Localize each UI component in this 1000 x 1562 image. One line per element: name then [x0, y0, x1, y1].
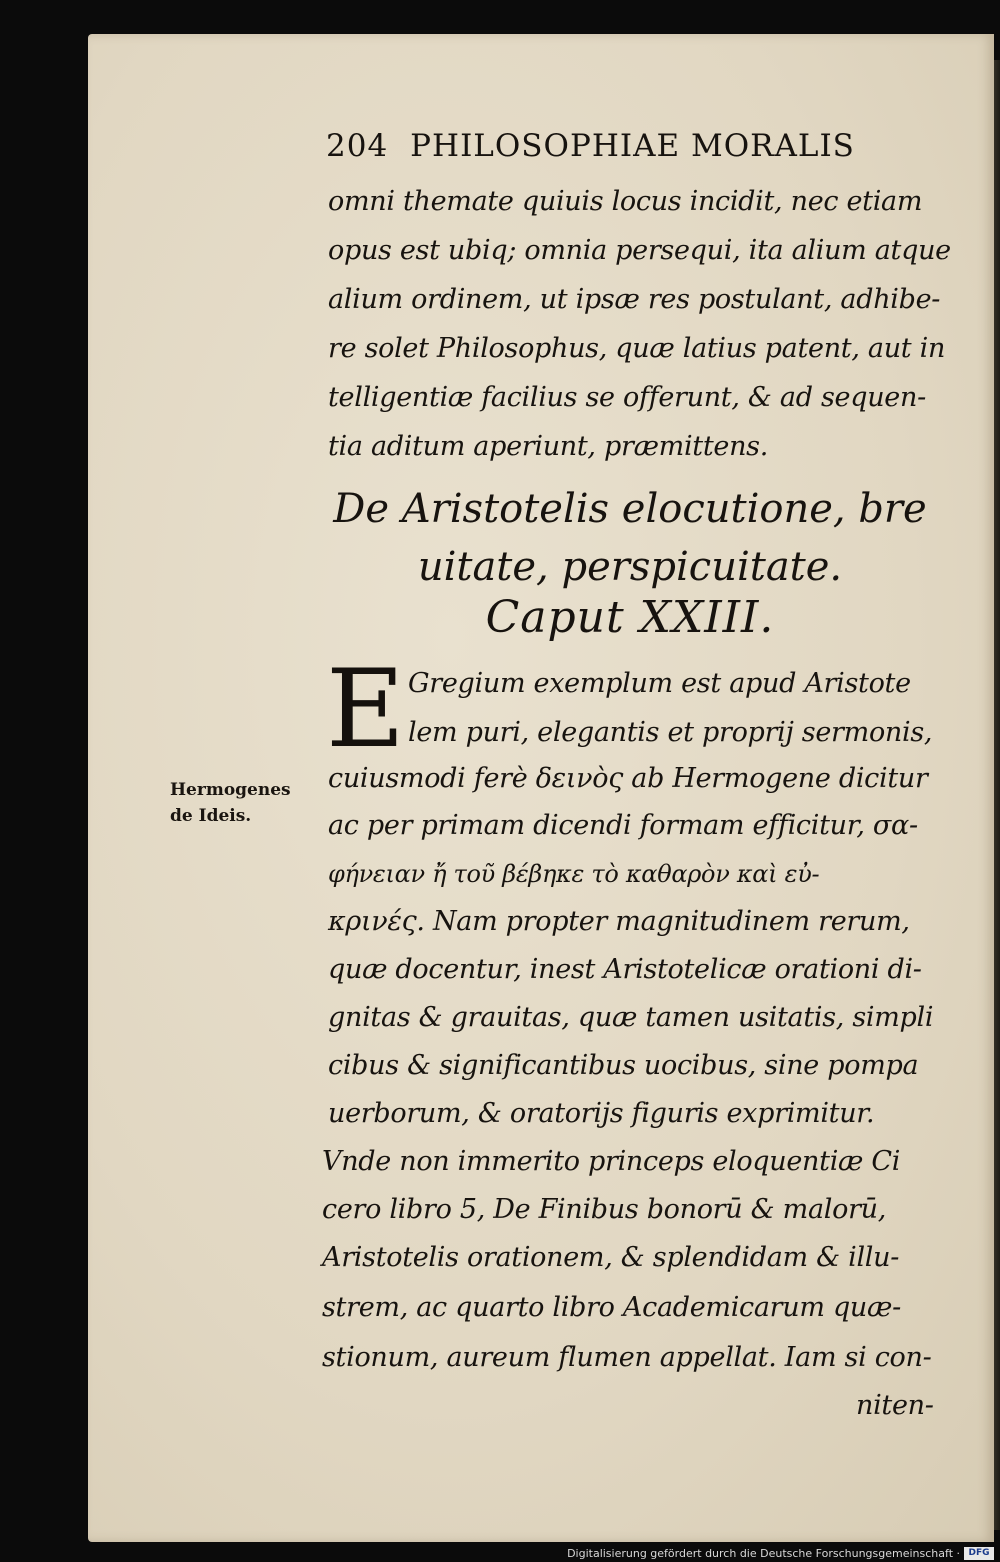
body-main-line-5: φήνειαν ἤ τοῦ βέβηκε τὸ καθαρὸν καὶ εὐ-	[328, 860, 820, 888]
body-top-line-1: omni themate quiuis locus incidit, nec etiam	[328, 186, 923, 217]
marginal-note-line-2: de Ideis.	[170, 806, 252, 826]
catchword: niten-	[856, 1390, 934, 1421]
body-main-line-14: strem, ac quarto libro Academicarum quæ-	[322, 1292, 901, 1323]
running-head	[326, 128, 855, 164]
body-top-line-6: tia aditum aperiunt, præmittens.	[328, 431, 769, 462]
marginal-note-line-1: Hermogenes	[170, 780, 291, 800]
chapter-title-line-2: uitate, perspicuitate.	[417, 544, 843, 590]
body-main-line-12: cero libro 5, De Finibus bonorū & malorū,	[322, 1194, 887, 1225]
body-main-line-7: quæ docentur, inest Aristotelicæ orationi di-	[328, 954, 922, 985]
body-main-line-6: κρινές. Nam propter magnitudinem rerum,	[328, 906, 910, 937]
body-top-line-5: telligentiæ facilius se offerunt, & ad sequen-	[328, 382, 926, 413]
body-top-line-4: re solet Philosophus, quæ latius patent, aut in	[328, 333, 946, 364]
digitization-credit: Digitalisierung gefördert durch die Deutsche Forschungsgemeinschaft ·	[567, 1547, 960, 1560]
body-main-line-8: gnitas & grauitas, quæ tamen usitatis, simpli	[328, 1002, 934, 1033]
body-main-line-11: Vnde non immerito princeps eloquentiæ Ci	[322, 1146, 901, 1177]
running-head-title: PHILOSOPHIAE MORALIS	[410, 128, 855, 164]
chapter-number: Caput XXIII.	[485, 592, 775, 643]
body-top-line-3: alium ordinem, ut ipsæ res postulant, adhibe-	[328, 284, 941, 315]
body-main-line-3: cuiusmodi ferè δεινὸς ab Hermogene dicitur	[328, 763, 928, 794]
chapter-title-line-1: De Aristotelis elocutione, bre	[333, 486, 927, 532]
body-main-line-15: stionum, aureum flumen appellat. Iam si con-	[322, 1342, 932, 1373]
body-main-line-2: lem puri, elegantis et proprij sermonis,	[408, 717, 933, 748]
body-main-line-13: Aristotelis orationem, & splendidam & illu-	[322, 1242, 900, 1273]
body-main-line-10: uerborum, & oratorijs figuris exprimitur.	[328, 1098, 875, 1129]
body-main-line-4: ac per primam dicendi formam efficitur, σα-	[328, 810, 918, 841]
page-number: 204	[326, 128, 389, 164]
body-main-line-9: cibus & significantibus uocibus, sine pompa	[328, 1050, 919, 1081]
dfg-logo: DFG	[964, 1547, 994, 1560]
drop-cap: E	[326, 647, 405, 772]
body-main-line-1: Gregium exemplum est apud Aristote	[408, 668, 911, 699]
body-top-line-2: opus est ubiq; omnia persequi, ita alium atque	[328, 235, 951, 266]
